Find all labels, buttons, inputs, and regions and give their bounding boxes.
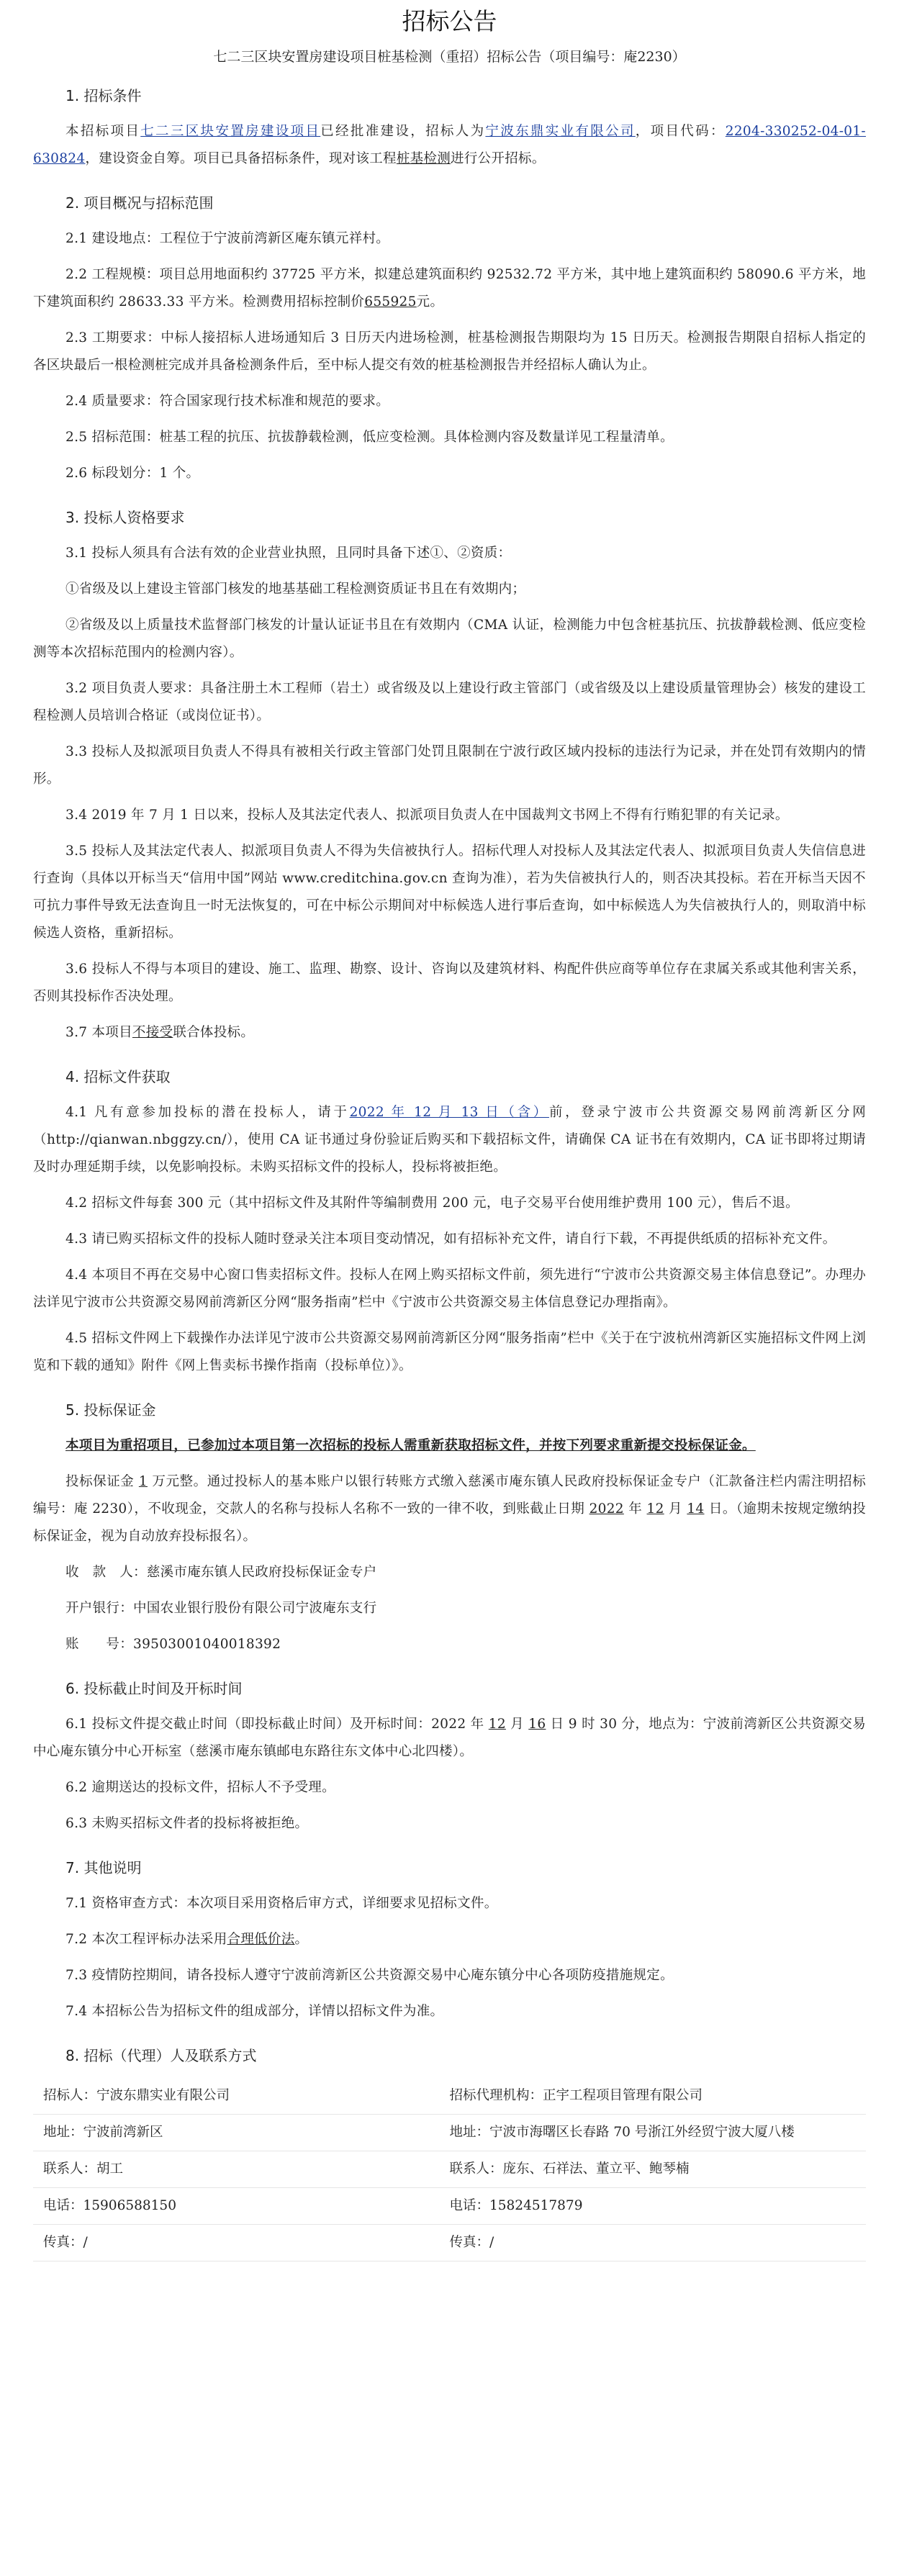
paragraph-3-1: 3.1 投标人须具有合法有效的企业营业执照，且同时具备下述①、②资质： <box>65 546 512 561</box>
section-heading-5: 5. 投标保证金 <box>65 1401 156 1419</box>
contact-row <box>33 2188 866 2225</box>
contact-cell-left: 地址：宁波前湾新区 <box>43 2125 163 2140</box>
paragraph-4-5: 4.5 招标文件网上下载操作办法详见宁波市公共资源交易网前湾新区分网“服务指南”栏中《关于在宁波杭州湾新区实施招标文件网上浏览和下载的通知》附件《网上售卖标书操作指南（投标单位）》。 <box>33 1331 866 1373</box>
paragraph-3-1-b: ②省级及以上质量技术监督部门核发的计量认证证书且在有效期内（CMA 认证，检测能力中包含桩基抗压、抗拔静载检测、低应变检测等本次招标范围内的检测内容）。 <box>33 618 866 660</box>
rebid-notice: 本项目为重招项目，已参加过本项目第一次招标的投标人需重新获取招标文件，并按下列要求重新提交投标保证金。 <box>65 1438 756 1453</box>
tenderer-name: 宁波东鼎实业有限公司 <box>485 124 636 139</box>
paragraph-2-6: 2.6 标段划分：1 个。 <box>65 466 200 481</box>
paragraph-4-4: 4.4 本项目不再在交易中心窗口售卖招标文件。投标人在网上购买招标文件前，须先进行“宁波市公共资源交易主体信息登记”。办理办法详见宁波市公共资源交易网前湾新区分网“服务指南”栏中《宁波市公共资源交易主体信息登记办理指南》。 <box>33 1267 866 1310</box>
account-line: 账 号：39503001040018392 <box>65 1637 281 1652</box>
page-subtitle: 七二三区块安置房建设项目桩基检测（重招）招标公告（项目编号：庵2230） <box>213 49 686 65</box>
paragraph-4-1: 4.1 凡有意参加投标的潜在投标人，请于2022 年 12 月 13 日（含）前，登录宁波市公共资源交易网前湾新区分网（http://qianwan.nbggzy.cn/），使用 CA 证书通过身份验证后购买和下载招标文件，请确保 CA 证书在有效期内，CA 证书即将过期请及时办理延期手续，以免影响投标。未购买招标文件的投标人，投标将被拒绝。 <box>33 1105 866 1175</box>
section-heading-2: 2. 项目概况与招标范围 <box>65 194 214 212</box>
project-name: 七二三区块安置房建设项目 <box>140 124 321 139</box>
contact-cell-left: 电话：15906588150 <box>43 2198 176 2213</box>
paragraph-3-4: 3.4 2019 年 7 月 1 日以来，投标人及其法定代表人、拟派项目负责人在中国裁判文书网上不得有行贿犯罪的有关记录。 <box>65 808 789 823</box>
evaluation-method: 合理低价法 <box>227 1932 295 1947</box>
paragraph-2-5: 2.5 招标范围：桩基工程的抗压、抗拔静载检测，低应变检测。具体检测内容及数量详见工程量清单。 <box>65 430 674 445</box>
section-heading-3: 3. 投标人资格要求 <box>65 509 185 526</box>
contact-row <box>33 2225 866 2261</box>
paragraph-2-2: 2.2 工程规模：项目总用地面积约 37725 平方米，拟建总建筑面积约 92532.72 平方米，其中地上建筑面积约 58090.6 平方米，地下建筑面积约 28633.33 平方米。检测费用招标控制价655925元。 <box>33 267 866 309</box>
contact-table <box>33 2078 866 2261</box>
contact-cell-left: 联系人：胡工 <box>43 2161 124 2177</box>
contact-cell-left: 招标人：宁波东鼎实业有限公司 <box>43 2088 230 2103</box>
paragraph-4-3: 4.3 请已购买招标文件的投标人随时登录关注本项目变动情况，如有招标补充文件，请自行下载，不再提供纸质的招标补充文件。 <box>65 1231 836 1247</box>
bank-line: 开户银行：中国农业银行股份有限公司宁波庵东支行 <box>65 1601 377 1616</box>
paragraph-1-1: 本招标项目七二三区块安置房建设项目已经批准建设，招标人为宁波东鼎实业有限公司，项目代码：2204-330252-04-01-630824，建设资金自筹。项目已具备招标条件，现对该工程桩基检测进行公开招标。 <box>33 124 866 166</box>
paragraph-7-3: 7.3 疫情防控期间，请各投标人遵守宁波前湾新区公共资源交易中心庵东镇分中心各项防疫措施规定。 <box>65 1968 674 1983</box>
paragraph-3-1-a: ①省级及以上建设主管部门核发的地基基础工程检测资质证书且在有效期内； <box>65 582 526 597</box>
paragraph-6-2: 6.2 逾期送达的投标文件，招标人不予受理。 <box>65 1780 335 1795</box>
paragraph-3-3: 3.3 投标人及拟派项目负责人不得具有被相关行政主管部门处罚且限制在宁波行政区域内投标的违法行为记录，并在处罚有效期内的情形。 <box>33 744 866 787</box>
payee-line: 收 款 人：慈溪市庵东镇人民政府投标保证金专户 <box>65 1565 377 1580</box>
contact-row <box>33 2078 866 2115</box>
contact-cell-right: 地址：宁波市海曙区长春路 70 号浙江外经贸宁波大厦八楼 <box>449 2125 795 2140</box>
purchase-deadline: 2022 年 12 月 13 日（含） <box>349 1105 549 1120</box>
contact-cell-left: 传真：/ <box>43 2235 88 2250</box>
paragraph-3-6: 3.6 投标人不得与本项目的建设、施工、监理、勘察、设计、咨询以及建筑材料、构配件供应商等单位存在隶属关系或其他利害关系，否则其投标作否决处理。 <box>33 962 866 1004</box>
section-heading-7: 7. 其他说明 <box>65 1859 142 1876</box>
contact-row <box>33 2151 866 2188</box>
contact-cell-right: 传真：/ <box>449 2235 494 2250</box>
contact-cell-right: 招标代理机构：正宇工程项目管理有限公司 <box>449 2088 703 2103</box>
paragraph-3-2: 3.2 项目负责人要求：具备注册土木工程师（岩土）或省级及以上建设行政主管部门（或省级及以上建设质量管理协会）核发的建设工程检测人员培训合格证（或岗位证书）。 <box>33 681 866 723</box>
paragraph-7-1: 7.1 资格审查方式：本次项目采用资格后审方式，详细要求见招标文件。 <box>65 1896 498 1911</box>
paragraph-7-4: 7.4 本招标公告为招标文件的组成部分，详情以招标文件为准。 <box>65 2004 444 2019</box>
deposit-amount: 1 <box>138 1474 148 1489</box>
paragraph-6-3: 6.3 未购买招标文件者的投标将被拒绝。 <box>65 1816 309 1831</box>
consortium-flag: 不接受 <box>132 1025 173 1040</box>
paragraph-2-4: 2.4 质量要求：符合国家现行技术标准和规范的要求。 <box>65 394 390 409</box>
paragraph-6-1: 6.1 投标文件提交截止时间（即投标截止时间）及开标时间：2022 年 12 月 16 日 9 时 30 分，地点为：宁波前湾新区公共资源交易中心庵东镇分中心开标室（慈溪市庵东镇邮电东路往东文体中心北四楼）。 <box>33 1717 867 1759</box>
contact-cell-right: 电话：15824517879 <box>449 2198 583 2213</box>
page-title: 招标公告 <box>402 7 497 35</box>
project-code: 2204-330252-04-01-630824 <box>33 124 866 166</box>
paragraph-2-3: 2.3 工期要求：中标人接招标人进场通知后 3 日历天内进场检测，桩基检测报告期限均为 15 日历天。检测报告期限自招标人指定的各区块最后一根检测桩完成并具备检测条件后，至中标人提交有效的桩基检测报告并经招标人确认为止。 <box>33 330 866 373</box>
section-heading-6: 6. 投标截止时间及开标时间 <box>65 1680 243 1697</box>
section-heading-1: 1. 招标条件 <box>65 87 142 104</box>
paragraph-3-7: 3.7 本项目不接受联合体投标。 <box>65 1025 255 1040</box>
paragraph-5-1: 投标保证金 1 万元整。通过投标人的基本账户以银行转账方式缴入慈溪市庵东镇人民政府投标保证金专户（汇款备注栏内需注明招标编号：庵 2230），不收现金，交款人的名称与投标人名称不一致的一律不收，到账截止日期 2022 年 12 月 14 日。（逾期未按规定缴纳投标保证金，视为自动放弃投标报名）。 <box>33 1474 867 1544</box>
contact-cell-right: 联系人：庞东、石祥法、董立平、鲍琴楠 <box>449 2161 690 2177</box>
section-heading-8: 8. 招标（代理）人及联系方式 <box>65 2047 257 2064</box>
paragraph-2-1: 2.1 建设地点：工程位于宁波前湾新区庵东镇元祥村。 <box>65 231 390 246</box>
paragraph-4-2: 4.2 招标文件每套 300 元（其中招标文件及其附件等编制费用 200 元，电子交易平台使用维护费用 100 元），售后不退。 <box>65 1196 799 1211</box>
control-price: 655925 <box>364 294 417 309</box>
section-heading-4: 4. 招标文件获取 <box>65 1068 171 1085</box>
contact-row <box>33 2115 866 2151</box>
tender-scope: 桩基检测 <box>396 151 451 166</box>
paragraph-3-5: 3.5 投标人及其法定代表人、拟派项目负责人不得为失信被执行人。招标代理人对投标人及其法定代表人、拟派项目负责人失信信息进行查询（具体以开标当天“信用中国”网站 www.creditchina.gov.cn 查询为准），若为失信被执行人的，则否决其投标。若在开标当天因不可抗力事件导致无法查询且一时无法恢复的，可在中标公示期间对中标候选人进行事后查询，如中标候选人为失信被执行人的，则取消中标候选人资格，重新招标。 <box>33 844 866 941</box>
paragraph-7-2: 7.2 本次工程评标办法采用合理低价法。 <box>65 1932 309 1947</box>
